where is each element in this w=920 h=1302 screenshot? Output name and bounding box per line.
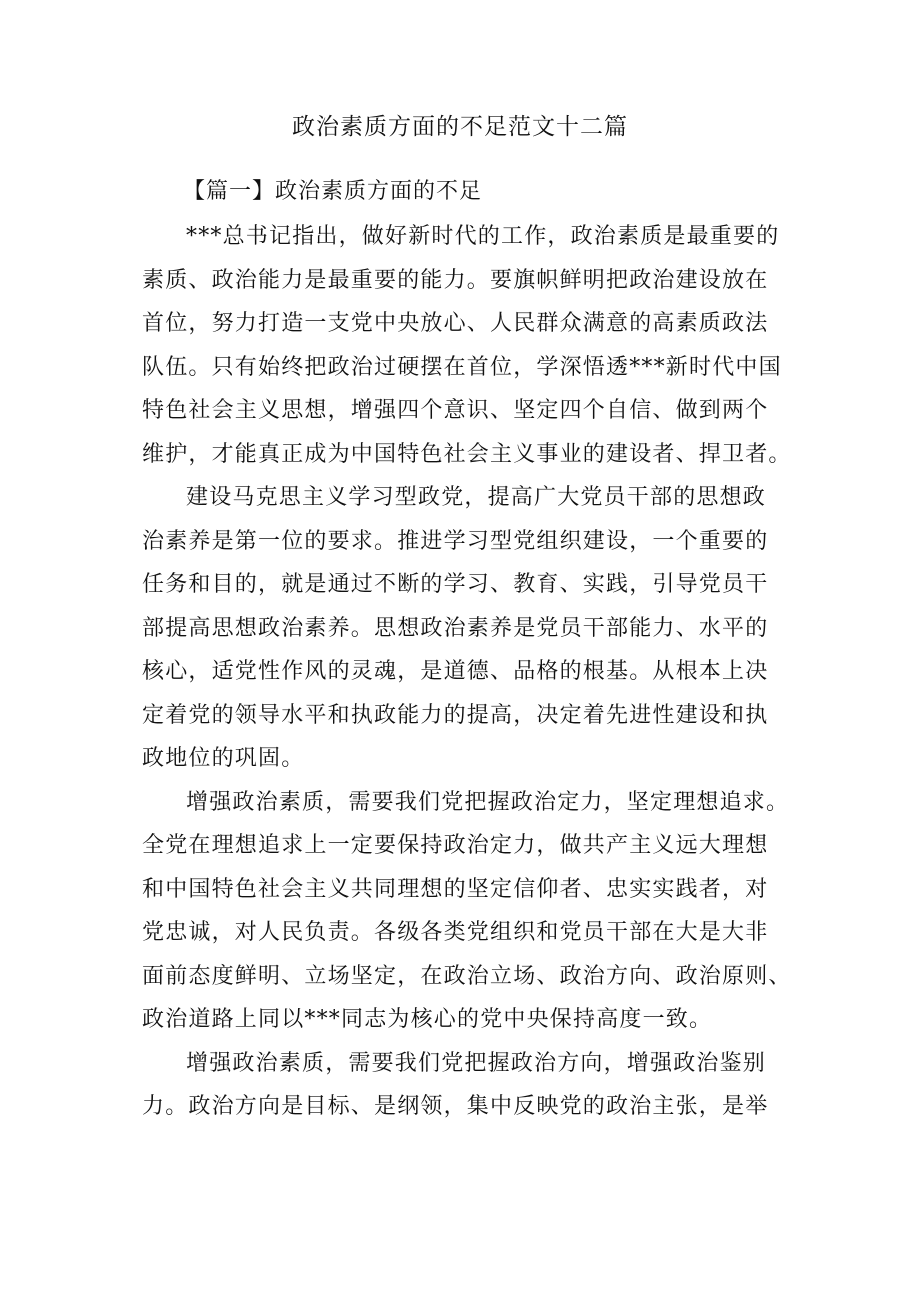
paragraph-line: 队伍。只有始终把政治过硬摆在首位，学深悟透***新时代中国 bbox=[142, 354, 782, 380]
paragraph-line: 党忠诚，对人民负责。各级各类党组织和党员干部在大是大非 bbox=[142, 920, 769, 945]
paragraph bbox=[142, 781, 802, 1042]
paragraph-line: 核心，适党性作风的灵魂，是道德、品格的根基。从根本上决 bbox=[142, 659, 769, 684]
paragraph bbox=[142, 476, 802, 781]
paragraph-line: 治素养是第一位的要求。推进学习型党组织建设，一个重要的 bbox=[142, 528, 769, 554]
paragraph-line: 定着党的领导水平和执政能力的提高，决定着先进性建设和执 bbox=[142, 702, 769, 728]
paragraph-line: 素质、政治能力是最重要的能力。要旗帜鲜明把政治建设放在 bbox=[142, 267, 769, 293]
paragraph-line: 维护，才能真正成为中国特色社会主义事业的建设者、捍卫者。 bbox=[142, 441, 792, 467]
paragraph-line: 增强政治素质，需要我们党把握政治方向，增强政治鉴别 bbox=[186, 1050, 767, 1076]
paragraph bbox=[142, 215, 802, 476]
paragraph-line: 首位，努力打造一支党中央放心、人民群众满意的高素质政法 bbox=[142, 311, 769, 336]
paragraph-line: 增强政治素质，需要我们党把握政治定力，坚定理想追求。 bbox=[186, 789, 790, 815]
document-body bbox=[142, 215, 802, 1129]
paragraph-line: 政治道路上同以***同志为核心的党中央保持高度一致。 bbox=[142, 1007, 713, 1032]
paragraph-line: 面前态度鲜明、立场坚定，在政治立场、政治方向、政治原则、 bbox=[142, 963, 792, 989]
paragraph-line: 任务和目的，就是通过不断的学习、教育、实践，引导党员干 bbox=[142, 572, 769, 597]
paragraph-line: 建设马克思主义学习型政党，提高广大党员干部的思想政 bbox=[186, 485, 767, 510]
paragraph-line: 全党在理想追求上一定要保持政治定力，做共产主义远大理想 bbox=[142, 833, 769, 858]
paragraph-line: 特色社会主义思想，增强四个意识、坚定四个自信、做到两个 bbox=[142, 398, 769, 423]
paragraph-line: 部提高思想政治素养。思想政治素养是党员干部能力、水平的 bbox=[142, 615, 769, 641]
document-title: 政治素质方面的不足范文十二篇 bbox=[292, 114, 628, 140]
paragraph-line: 力。政治方向是目标、是纲领，集中反映党的政治主张，是举 bbox=[142, 1094, 769, 1119]
paragraph-line: 和中国特色社会主义共同理想的坚定信仰者、忠实实践者，对 bbox=[142, 876, 769, 902]
paragraph-line: 政地位的巩固。 bbox=[142, 746, 305, 771]
section-heading: 【篇一】政治素质方面的不足 bbox=[183, 179, 483, 204]
paragraph bbox=[142, 1042, 802, 1129]
paragraph-line: ***总书记指出，做好新时代的工作，政治素质是最重要的 bbox=[186, 224, 780, 249]
